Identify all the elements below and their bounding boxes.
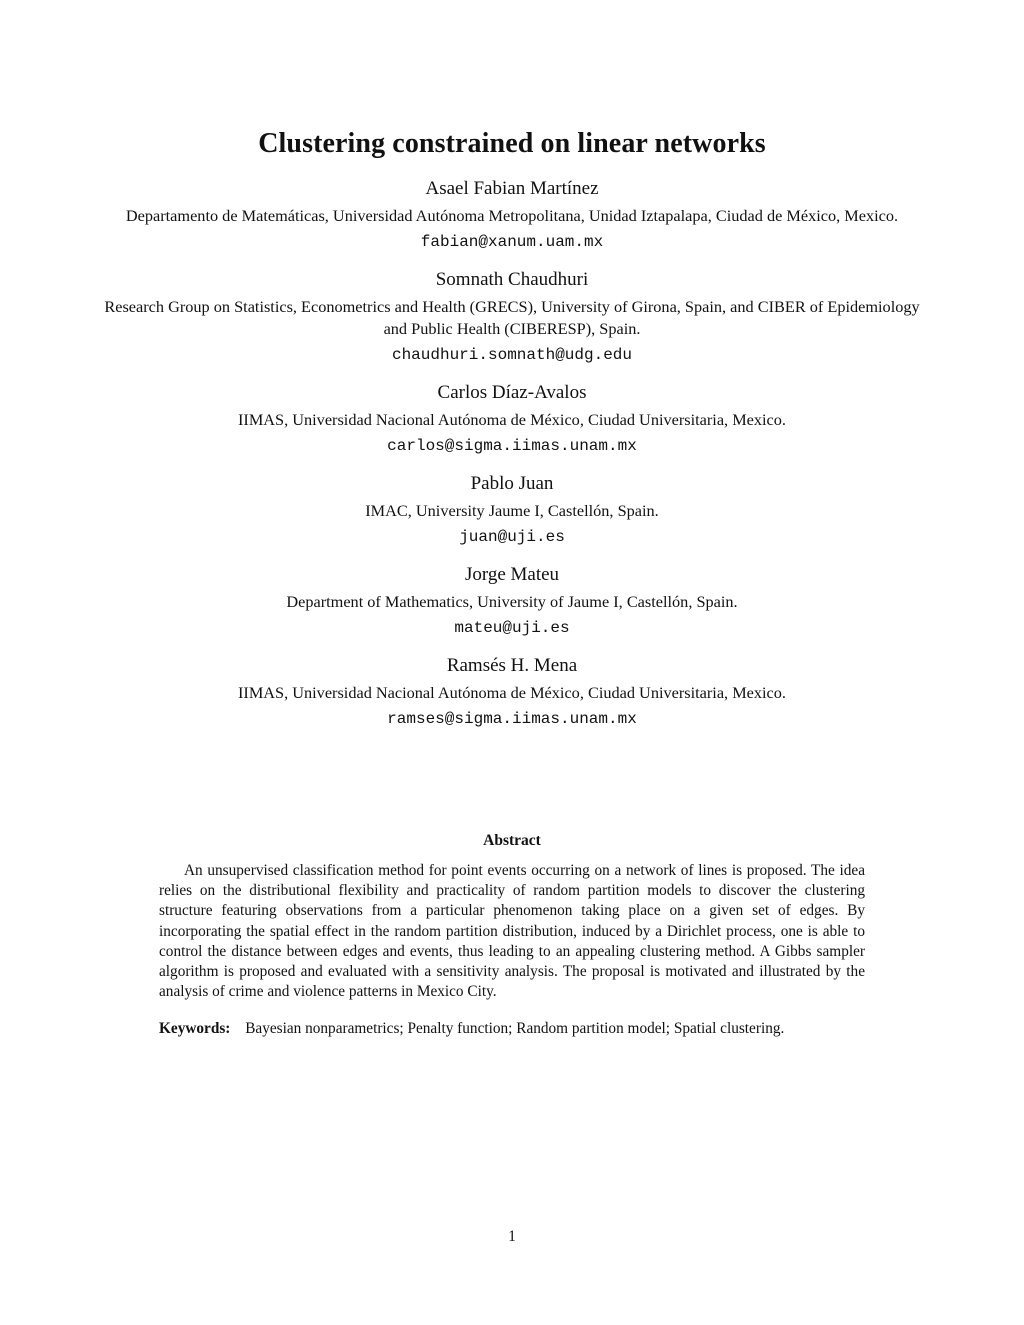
author-email: carlos@sigma.iimas.unam.mx [387,437,637,455]
author-name: Pablo Juan [470,473,554,494]
abstract-section [159,830,865,1040]
author-block [100,380,924,457]
page-number: 1 [508,1228,516,1245]
paper-title: Clustering constrained on linear networks [258,128,766,159]
author-block [100,562,924,639]
keywords-text: Bayesian nonparametrics; Penalty function; Random partition model; Spatial clustering. [245,1020,785,1038]
author-name: Somnath Chaudhuri [435,269,589,290]
author-email: fabian@xanum.uam.mx [420,233,604,251]
author-block [100,471,924,548]
author-affiliation: IIMAS, Universidad Nacional Autónoma de México, Ciudad Universitaria, Mexico. [237,410,786,429]
keywords-label: Keywords: [159,1020,231,1038]
author-name: Ramsés H. Mena [446,655,578,676]
author-affiliation: IIMAS, Universidad Nacional Autónoma de México, Ciudad Universitaria, Mexico. [237,683,786,702]
author-block [100,176,924,253]
abstract-text: An unsupervised classification method for point events occurring on a network of lines is proposed. The idea relies on the distributional flexibility and practicality of random partition models to discover the clustering structure featuring observations from a particular phenomenon taking place on a given set of edges. By incorporating the spatial effect in the random partition distribution, induced by a Dirichlet process, one is able to control the distance between edges and events, thus leading to an appealing clustering method. A Gibbs sampler algorithm is proposed and evaluated with a sensitivity analysis. The proposal is motivated and illustrated by the analysis of crime and violence patterns in Mexico City. [159,862,865,1001]
keywords-line [159,1018,865,1040]
author-email: juan@uji.es [459,528,565,546]
author-email: mateu@uji.es [454,619,570,637]
author-affiliation: Research Group on Statistics, Econometrics and Health (GRECS), University of Girona, Spain, and CIBER of Epidemiology and Public Health (CIBERESP), Spain. [104,297,920,338]
author-email: ramses@sigma.iimas.unam.mx [387,710,637,728]
author-list [100,176,924,744]
author-email: chaudhuri.somnath@udg.edu [391,346,633,364]
abstract-heading: Abstract [483,832,541,849]
author-name: Carlos Díaz-Avalos [437,382,587,403]
author-affiliation: Departamento de Matemáticas, Universidad Autónoma Metropolitana, Unidad Iztapalapa, Ciudad de México, Mexico. [125,206,899,225]
author-affiliation: IMAC, University Jaume I, Castellón, Spain. [365,501,659,520]
author-name: Asael Fabian Martínez [425,178,599,199]
author-block [100,267,924,366]
author-block [100,653,924,730]
author-affiliation: Department of Mathematics, University of Jaume I, Castellón, Spain. [286,592,738,611]
author-name: Jorge Mateu [464,564,560,585]
